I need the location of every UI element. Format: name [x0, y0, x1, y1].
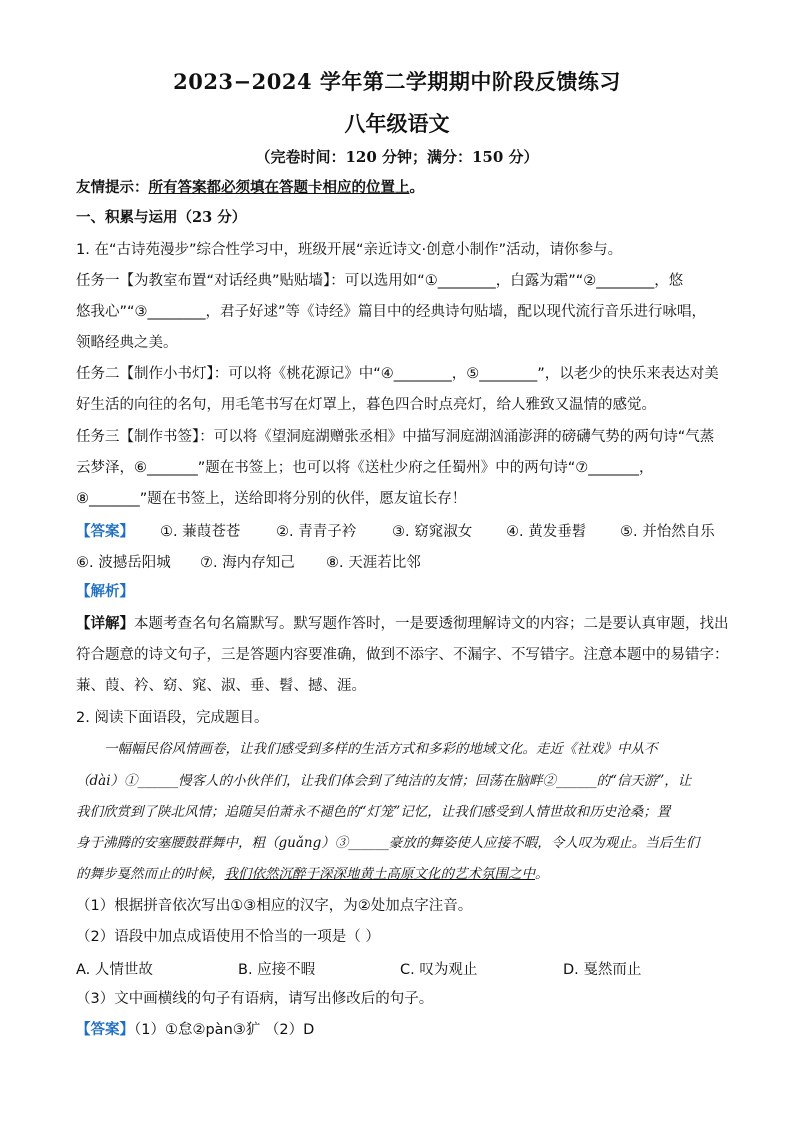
q1-answer-5: ⑤. 并怡然自乐 [620, 524, 715, 540]
q1-detail-text: 本题考查名句名篇默写。默写题作答时，一是要透彻理解诗文的内容；二是要认真审题，找出 [134, 616, 729, 632]
q2-option-c: C. 叹为观止 [400, 962, 478, 978]
q1-detail-line1 [76, 614, 729, 634]
q2-sub1: （1）根据拼音依次写出①③相应的汉字，为②处加点字注音。 [76, 898, 473, 914]
q2-answer-line [76, 1020, 726, 1040]
q2-stem: 2. 阅读下面语段，完成题目。 [76, 710, 269, 726]
exam-subtitle: 八年级语文 [344, 111, 450, 136]
q2-answer-label: 【答案】 [76, 1022, 134, 1038]
q1-answer-1: ①. 蒹葭苍苍 [160, 524, 241, 540]
notice-text: 所有答案都必须填在答题卡相应的位置上 [148, 179, 410, 196]
q1-detail-label: 【详解】 [76, 616, 134, 632]
exam-title: 2023−2024 学年第二学期期中阶段反馈练习 [173, 69, 621, 94]
q1-task3-line1: 任务三【制作书签】：可以将《望洞庭湖赠张丞相》中描写洞庭湖汹涌澎湃的磅礴气势的两句诗“气蒸 [76, 429, 715, 445]
q1-detail-line2: 符合题意的诗文句子，三是答题内容要准确，做到不添字、不漏字、不写错字。注意本题中的易错字： [76, 647, 729, 663]
q2-sub3: （3）文中画横线的句子有语病，请写出修改后的句子。 [76, 991, 434, 1007]
notice-label: 友情提示： [76, 179, 149, 196]
q2-option-b: B. 应接不暇 [238, 962, 316, 978]
q2-option-d: D. 戛然而止 [563, 962, 642, 978]
q1-answer-6: ⑥. 波撼岳阳城 [76, 555, 171, 571]
q1-task2-line1: 任务二【制作小书灯】：可以将《桃花源记》中“④________，⑤________”，以老少的快乐来表达对美 [76, 366, 719, 382]
q2-passage-line5 [76, 864, 726, 884]
q2-underlined-sentence: 我们依然沉醉于深深地黄土高原文化的艺术氛围之中 [224, 866, 535, 882]
q1-answer-4: ④. 黄发垂髫 [506, 524, 587, 540]
q1-answer-label: 【答案】 [76, 524, 134, 540]
notice-line [76, 178, 726, 198]
q2-answer-text: （1）①怠②pàn③犷 （2）D [134, 1022, 315, 1038]
q1-task1-line2: 悠我心”“③________，君子好逑”等《诗经》篇目中的经典诗句贴墙，配以现代流行音乐进行咏唱， [76, 304, 707, 320]
exam-info: （完卷时间：120 分钟；满分：150 分） [255, 148, 539, 166]
q1-task1-line1: 任务一【为教室布置“对话经典”贴贴墙】：可以选用如“①________，白露为霜”“②________，悠 [76, 273, 684, 289]
q2-passage-line1: 一幅幅民俗风情画卷，让我们感受到多样的生活方式和多彩的地域文化。走近《社戏》中从不 [104, 741, 658, 757]
q2-passage-line4: 身于沸腾的安塞腰鼓群舞中，粗（guǎng）③______豪放的舞姿使人应接不暇，令人叹为观止。当后生们 [76, 835, 700, 851]
q1-answer-3: ③. 窈窕淑女 [392, 524, 473, 540]
q2-passage-line3: 我们欣赏到了陕北风情；追随吴伯萧永不褪色的“灯笼”记忆，让我们感受到人情世故和历史沧桑；置 [76, 804, 671, 820]
q1-task3-line3: ⑧_______”题在书签上，送给即将分别的伙伴，愿友谊长存！ [76, 491, 467, 507]
q1-stem: 1. 在“古诗苑漫步”综合性学习中，班级开展“亲近诗文·创意小制作”活动，请你参与。 [76, 242, 623, 258]
section-heading: 一、积累与运用（23 分） [76, 209, 247, 226]
q2-passage-line5-end: 。 [535, 866, 549, 882]
q1-answer-8: ⑧. 天涯若比邻 [326, 555, 421, 571]
q1-task3-line2: 云梦泽，⑥_______”题在书签上；也可以将《送杜少府之任蜀州》中的两句诗“⑦_______， [76, 460, 654, 476]
q2-option-a: A. 人情世故 [76, 962, 153, 978]
q1-detail-line3: 蒹、葭、衿、窈、窕、淑、垂、髫、撼、涯。 [76, 678, 366, 694]
q1-answer-7: ⑦. 海内存知己 [200, 555, 295, 571]
q2-passage-line2: （dài）①______慢客人的小伙伴们，让我们体会到了纯洁的友情；回荡在脑畔②______的“信天游”，让 [76, 773, 692, 789]
q2-sub2: （2）语段中加点成语使用不恰当的一项是（ ） [76, 929, 380, 945]
q1-answer-2: ②. 青青子衿 [276, 524, 357, 540]
notice-end: 。 [409, 179, 424, 196]
q1-analysis-label: 【解析】 [76, 584, 134, 600]
q1-task2-line2: 好生活的向往的名句，用毛笔书写在灯罩上，暮色四合时点亮灯，给人雅致又温情的感觉。 [76, 397, 656, 413]
q1-task1-line3: 领略经典之美。 [76, 335, 178, 351]
q2-passage-line5-start: 的舞步戛然而止的时候， [76, 866, 225, 882]
